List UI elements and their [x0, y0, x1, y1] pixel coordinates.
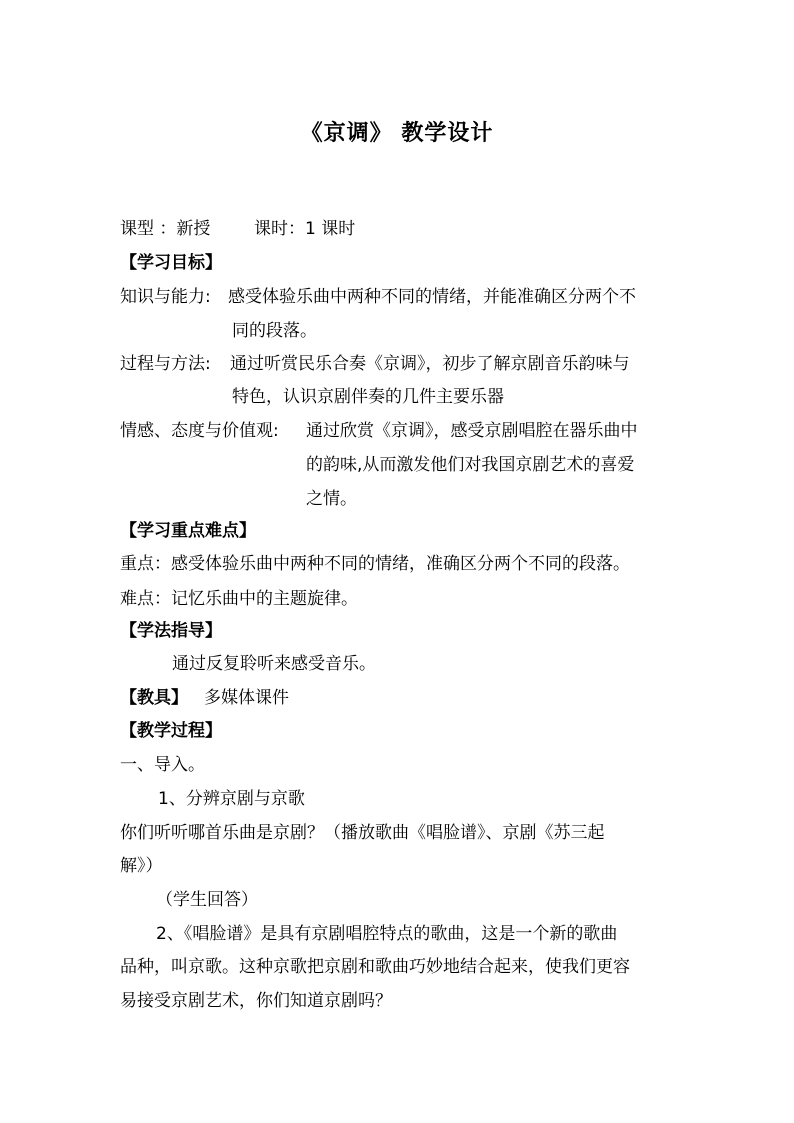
lesson-time: 课时：1 课时: [254, 219, 356, 239]
key-point: 重点：感受体验乐曲中两种不同的情绪，准确区分两个不同的段落。: [120, 554, 630, 574]
emotion-text-3: 之情。: [306, 489, 357, 509]
emotion-label: 情感、态度与价值观:: [120, 421, 279, 441]
objectives-heading: 【学习目标】: [120, 253, 222, 273]
knowledge-text-2: 同的段落。: [232, 321, 317, 341]
difficulty-point: 难点：记忆乐曲中的主题旋律。: [120, 589, 358, 609]
question-line-1: 你们听听哪首乐曲是京剧？（播放歌曲《唱脸谱》、京剧《苏三起: [120, 823, 605, 843]
emotion-text-1: 通过欣赏《京调》，感受京剧唱腔在器乐曲中: [306, 421, 638, 441]
process-step-1: 一、导入。: [120, 755, 205, 775]
process-label: 过程与方法:: [120, 354, 211, 374]
paragraph-2-line-3: 易接受京剧艺术，你们知道京剧吗？: [120, 991, 392, 1011]
key-points-heading: 【学习重点难点】: [120, 521, 256, 541]
student-answer: （学生回答）: [156, 890, 258, 910]
emotion-text-2: 的韵味,从而激发他们对我国京剧艺术的喜爱: [306, 455, 635, 475]
method-heading: 【学法指导】: [120, 621, 222, 641]
document-title: 《京调》 教学设计: [300, 121, 494, 146]
process-heading: 【教学过程】: [120, 721, 222, 741]
method-text: 通过反复聆听来感受音乐。: [172, 654, 376, 674]
tools-heading: 【教具】: [120, 688, 188, 708]
tools-text: 多媒体课件: [204, 688, 289, 708]
process-text-2: 特色，认识京剧伴奏的几件主要乐器: [232, 387, 504, 407]
course-type: 课型 ：新授: [120, 219, 211, 239]
paragraph-2-line-2: 品种，叫京歌。这种京歌把京剧和歌曲巧妙地结合起来，使我们更容: [120, 957, 630, 977]
question-line-2: 解》）: [120, 856, 163, 876]
knowledge-text-1: 感受体验乐曲中两种不同的情绪，并能准确区分两个不: [228, 287, 636, 307]
process-text-1: 通过听赏民乐合奏《京调》，初步了解京剧音乐韵味与: [230, 354, 630, 374]
process-sub-1: 1、分辨京剧与京歌: [158, 789, 305, 809]
knowledge-label: 知识与能力:: [120, 287, 211, 307]
paragraph-2-line-1: 2、《唱脸谱》是具有京剧唱腔特点的歌曲，这是一个新的歌曲: [156, 924, 618, 944]
